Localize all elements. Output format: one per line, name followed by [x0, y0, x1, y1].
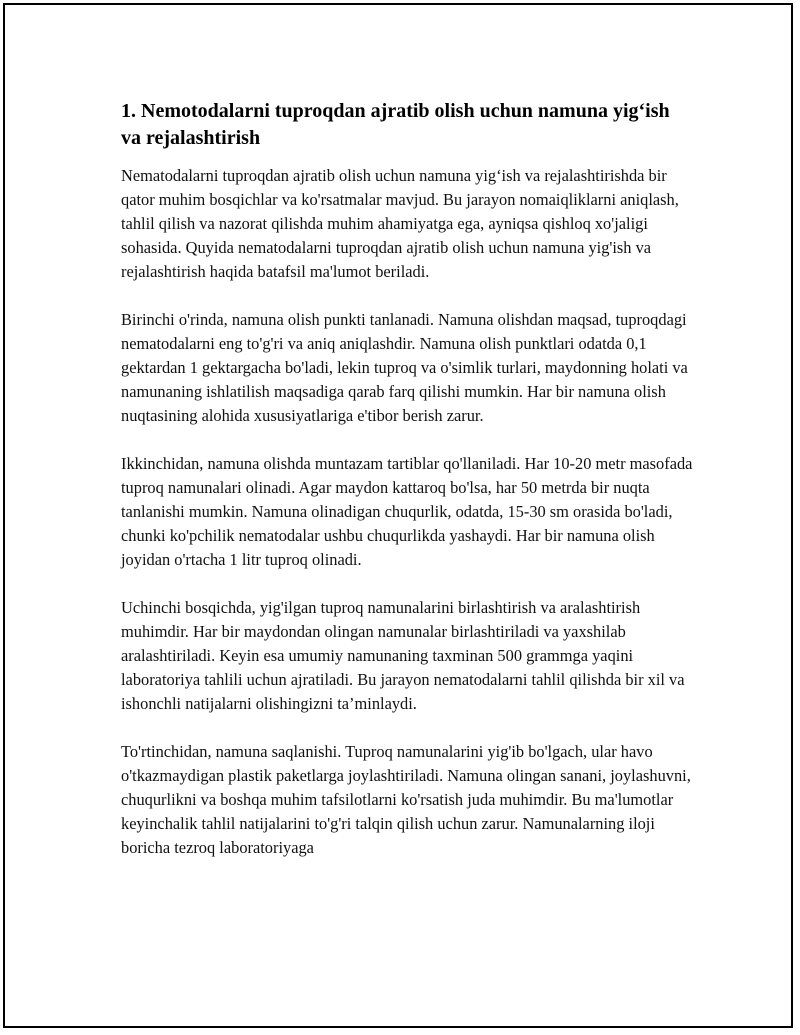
- paragraph-3: Ikkinchidan, namuna olishda muntazam tartiblar qo'llaniladi. Har 10-20 metr masofada tuproq namunalari olinadi. Agar maydon kattaroq bo'lsa, har 50 metrda bir nuqta tanlanishi mumkin. Namuna olinadigan chuqurlik, odatda, 15-30 sm orasida bo'ladi, chunki ko'pchilik nematodalar ushbu chuqurlikda yashaydi. Har bir namuna olish joyidan o'rtacha 1 litr tuproq olinadi.: [121, 454, 693, 569]
- document-page: [3, 3, 793, 1028]
- section-title: 1. Nemotodalarni tuproqdan ajratib olish uchun namuna yig‘ish va rejalashtirish: [121, 100, 670, 149]
- paragraph-2: Birinchi o'rinda, namuna olish punkti tanlanadi. Namuna olishdan maqsad, tuproqdagi nematodalarni eng to'g'ri va aniq aniqlashdir. Namuna olish punktlari odatda 0,1 gektardan 1 gektargacha bo'ladi, lekin tuproq va o'simlik turlari, maydonning holati va namunaning ishlatilish maqsadiga qarab farq qilishi mumkin. Har bir namuna olish nuqtasining alohida xususiyatlariga e'tibor berish zarur.: [121, 310, 688, 425]
- paragraph-1: Nematodalarni tuproqdan ajratib olish uchun namuna yig‘ish va rejalashtirishda bir qator muhim bosqichlar va ko'rsatmalar mavjud. Bu jarayon nomaiqliklarni aniqlash, tahlil qilish va nazorat qilishda muhim ahamiyatga ega, ayniqsa qishloq xo'jaligi sohasida. Quyida nematodalarni tuproqdan ajratib olish uchun namuna yig'ish va rejalashtirish haqida batafsil ma'lumot beriladi.: [121, 166, 679, 281]
- paragraph-4: Uchinchi bosqichda, yig'ilgan tuproq namunalarini birlashtirish va aralashtirish muhimdir. Har bir maydondan olingan namunalar birlashtiriladi va yaxshilab aralashtiriladi. Keyin esa umumiy namunaning taxminan 500 grammga yaqini laboratoriya tahlili uchun ajratiladi. Bu jarayon nematodalarni tahlil qilishda bir xil va ishonchli natijalarni olishingizni ta’minlaydi.: [121, 598, 685, 713]
- document-body: [121, 98, 693, 884]
- paragraph-5: To'rtinchidan, namuna saqlanishi. Tuproq namunalarini yig'ib bo'lgach, ular havo o'tkazmaydigan plastik paketlarga joylashtiriladi. Namuna olingan sanani, joylashuvni, chuqurlikni va boshqa muhim tafsilotlarni ko'rsatish juda muhimdir. Bu ma'lumotlar keyinchalik tahlil natijalarini to'g'ri talqin qilish uchun zarur. Namunalarning iloji boricha tezroq laboratoriyaga: [121, 742, 691, 857]
